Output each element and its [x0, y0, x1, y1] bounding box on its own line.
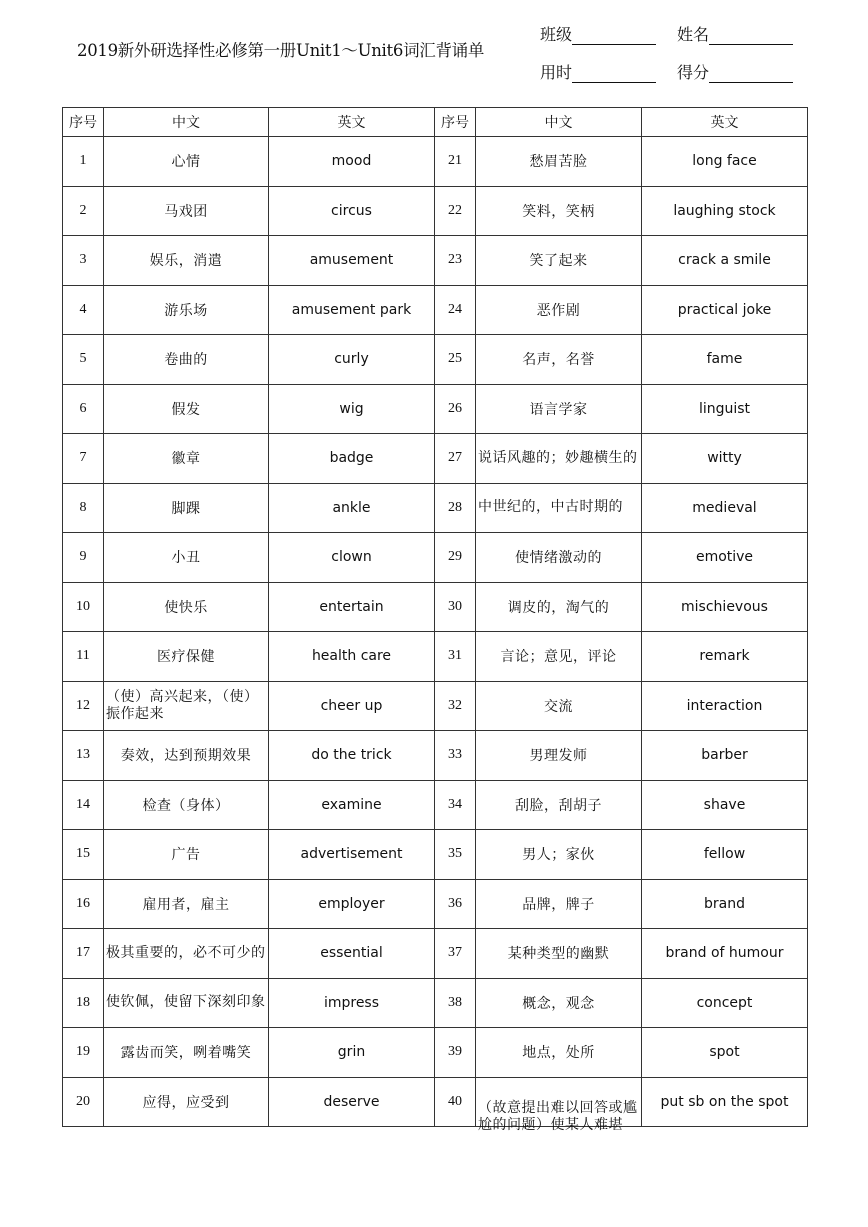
row-index-left: 5 [63, 335, 104, 385]
row-index-left: 14 [63, 780, 104, 830]
row-index-left: 7 [63, 434, 104, 484]
table-row [63, 384, 808, 434]
english-term-left: grin [269, 1028, 435, 1078]
chinese-term-right: 说话风趣的；妙趣横生的 [476, 434, 642, 484]
english-term-left: essential [269, 929, 435, 979]
chinese-term-right: 男人；家伙 [476, 830, 642, 880]
chinese-term-left: 假发 [104, 384, 269, 434]
row-index-left: 20 [63, 1077, 104, 1127]
row-index-right: 21 [435, 137, 476, 187]
page-title: 2019新外研选择性必修第一册Unit1～Unit6词汇背诵单 [77, 41, 485, 60]
table-row [63, 236, 808, 286]
table-row [63, 879, 808, 929]
row-index-left: 2 [63, 186, 104, 236]
row-index-right: 31 [435, 632, 476, 682]
english-term-right: emotive [642, 533, 808, 583]
english-term-right: remark [642, 632, 808, 682]
row-index-right: 39 [435, 1028, 476, 1078]
class-blank[interactable] [572, 30, 656, 45]
row-index-left: 9 [63, 533, 104, 583]
row-index-left: 3 [63, 236, 104, 286]
chinese-term-left: 使快乐 [104, 582, 269, 632]
time-label: 用时 [540, 63, 573, 82]
chinese-term-right: 某种类型的幽默 [476, 929, 642, 979]
row-index-right: 28 [435, 483, 476, 533]
chinese-term-left: 奏效，达到预期效果 [104, 731, 269, 781]
header-english-left: 英文 [269, 108, 435, 137]
table-row [63, 978, 808, 1028]
table-row [63, 434, 808, 484]
row-index-right: 38 [435, 978, 476, 1028]
chinese-term-left: 医疗保健 [104, 632, 269, 682]
chinese-term-right: 中世纪的，中古时期的 [476, 483, 642, 533]
name-label: 姓名 [677, 25, 710, 44]
row-index-right: 27 [435, 434, 476, 484]
chinese-term-left: 极其重要的，必不可少的 [104, 929, 269, 979]
row-index-right: 32 [435, 681, 476, 731]
name-blank[interactable] [709, 30, 793, 45]
class-field [540, 22, 656, 45]
table-row [63, 1077, 808, 1127]
chinese-term-left: 广告 [104, 830, 269, 880]
english-term-left: amusement [269, 236, 435, 286]
row-index-left: 16 [63, 879, 104, 929]
row-index-right: 29 [435, 533, 476, 583]
header-chinese-right: 中文 [476, 108, 642, 137]
chinese-term-left: 娱乐，消遣 [104, 236, 269, 286]
english-term-left: deserve [269, 1077, 435, 1127]
row-index-right: 25 [435, 335, 476, 385]
table-row [63, 335, 808, 385]
row-index-left: 19 [63, 1028, 104, 1078]
english-term-left: health care [269, 632, 435, 682]
chinese-term-right: 地点，处所 [476, 1028, 642, 1078]
chinese-term-left: 心情 [104, 137, 269, 187]
row-index-left: 8 [63, 483, 104, 533]
table-row [63, 830, 808, 880]
header-index-right: 序号 [435, 108, 476, 137]
chinese-term-left: 游乐场 [104, 285, 269, 335]
row-index-right: 40 [435, 1077, 476, 1127]
english-term-left: do the trick [269, 731, 435, 781]
row-index-right: 22 [435, 186, 476, 236]
english-term-right: brand of humour [642, 929, 808, 979]
english-term-left: circus [269, 186, 435, 236]
english-term-right: put sb on the spot [642, 1077, 808, 1127]
table-row [63, 186, 808, 236]
row-index-left: 1 [63, 137, 104, 187]
english-term-left: examine [269, 780, 435, 830]
english-term-right: mischievous [642, 582, 808, 632]
chinese-term-right: 名声，名誉 [476, 335, 642, 385]
english-term-right: long face [642, 137, 808, 187]
chinese-term-right: 男理发师 [476, 731, 642, 781]
chinese-term-left: 脚踝 [104, 483, 269, 533]
row-index-left: 6 [63, 384, 104, 434]
english-term-right: shave [642, 780, 808, 830]
chinese-term-right: 品牌，牌子 [476, 879, 642, 929]
english-term-left: impress [269, 978, 435, 1028]
chinese-term-left: 马戏团 [104, 186, 269, 236]
english-term-right: interaction [642, 681, 808, 731]
chinese-term-left: 雇用者，雇主 [104, 879, 269, 929]
row-index-left: 10 [63, 582, 104, 632]
english-term-left: entertain [269, 582, 435, 632]
row-index-left: 11 [63, 632, 104, 682]
english-term-right: fellow [642, 830, 808, 880]
english-term-right: barber [642, 731, 808, 781]
chinese-term-right: 笑料，笑柄 [476, 186, 642, 236]
row-index-left: 12 [63, 681, 104, 731]
table-row [63, 929, 808, 979]
chinese-term-right: 笑了起来 [476, 236, 642, 286]
header-english-right: 英文 [642, 108, 808, 137]
english-term-right: spot [642, 1028, 808, 1078]
vocab-table [62, 107, 808, 1133]
english-term-left: cheer up [269, 681, 435, 731]
row-index-right: 33 [435, 731, 476, 781]
english-term-left: clown [269, 533, 435, 583]
chinese-term-left: 应得，应受到 [104, 1077, 269, 1127]
english-term-right: laughing stock [642, 186, 808, 236]
chinese-term-left: 检查（身体） [104, 780, 269, 830]
english-term-right: crack a smile [642, 236, 808, 286]
chinese-term-right: 愁眉苦脸 [476, 137, 642, 187]
row-index-right: 26 [435, 384, 476, 434]
row-index-right: 34 [435, 780, 476, 830]
chinese-term-right: 语言学家 [476, 384, 642, 434]
header-index-left: 序号 [63, 108, 104, 137]
row-index-left: 15 [63, 830, 104, 880]
table-row [63, 285, 808, 335]
english-term-right: witty [642, 434, 808, 484]
chinese-term-left: 小丑 [104, 533, 269, 583]
chinese-term-left: 卷曲的 [104, 335, 269, 385]
row-index-left: 4 [63, 285, 104, 335]
class-label: 班级 [540, 25, 573, 44]
english-term-right: medieval [642, 483, 808, 533]
english-term-right: linguist [642, 384, 808, 434]
english-term-left: curly [269, 335, 435, 385]
table-row [63, 483, 808, 533]
english-term-left: wig [269, 384, 435, 434]
english-term-left: employer [269, 879, 435, 929]
english-term-left: amusement park [269, 285, 435, 335]
row-index-left: 18 [63, 978, 104, 1028]
score-blank[interactable] [709, 68, 793, 83]
table-row [63, 681, 808, 731]
chinese-term-right: 概念，观念 [476, 978, 642, 1028]
chinese-term-right: 使情绪激动的 [476, 533, 642, 583]
table-header-row [63, 108, 808, 137]
time-blank[interactable] [572, 68, 656, 83]
english-term-right: fame [642, 335, 808, 385]
chinese-term-right: 刮脸，刮胡子 [476, 780, 642, 830]
row-index-right: 37 [435, 929, 476, 979]
table-row [63, 137, 808, 187]
row-index-left: 17 [63, 929, 104, 979]
chinese-term-right: 言论；意见，评论 [476, 632, 642, 682]
table-row [63, 582, 808, 632]
row-index-right: 23 [435, 236, 476, 286]
row-index-right: 36 [435, 879, 476, 929]
english-term-right: concept [642, 978, 808, 1028]
score-field [677, 60, 793, 83]
table-row [63, 780, 808, 830]
table-row [63, 533, 808, 583]
chinese-term-right [476, 1077, 642, 1133]
chinese-term-left: 使钦佩，使留下深刻印象 [104, 978, 269, 1028]
english-term-left: badge [269, 434, 435, 484]
english-term-left: advertisement [269, 830, 435, 880]
chinese-term-right-text: （故意提出难以回答或尴尬的问题）使某人难堪 [478, 1099, 638, 1133]
time-field [540, 60, 656, 83]
english-term-right: practical joke [642, 285, 808, 335]
table-row [63, 632, 808, 682]
chinese-term-left: （使）高兴起来，（使）振作起来 [104, 681, 269, 731]
row-index-left: 13 [63, 731, 104, 781]
row-index-right: 24 [435, 285, 476, 335]
chinese-term-left: 徽章 [104, 434, 269, 484]
score-label: 得分 [677, 63, 710, 82]
chinese-term-left: 露齿而笑，咧着嘴笑 [104, 1028, 269, 1078]
english-term-left: ankle [269, 483, 435, 533]
row-index-right: 35 [435, 830, 476, 880]
english-term-right: brand [642, 879, 808, 929]
table-row [63, 1028, 808, 1078]
english-term-left: mood [269, 137, 435, 187]
header-chinese-left: 中文 [104, 108, 269, 137]
row-index-right: 30 [435, 582, 476, 632]
chinese-term-right: 恶作剧 [476, 285, 642, 335]
chinese-term-right: 调皮的，淘气的 [476, 582, 642, 632]
chinese-term-right: 交流 [476, 681, 642, 731]
name-field [677, 22, 793, 45]
table-row [63, 731, 808, 781]
